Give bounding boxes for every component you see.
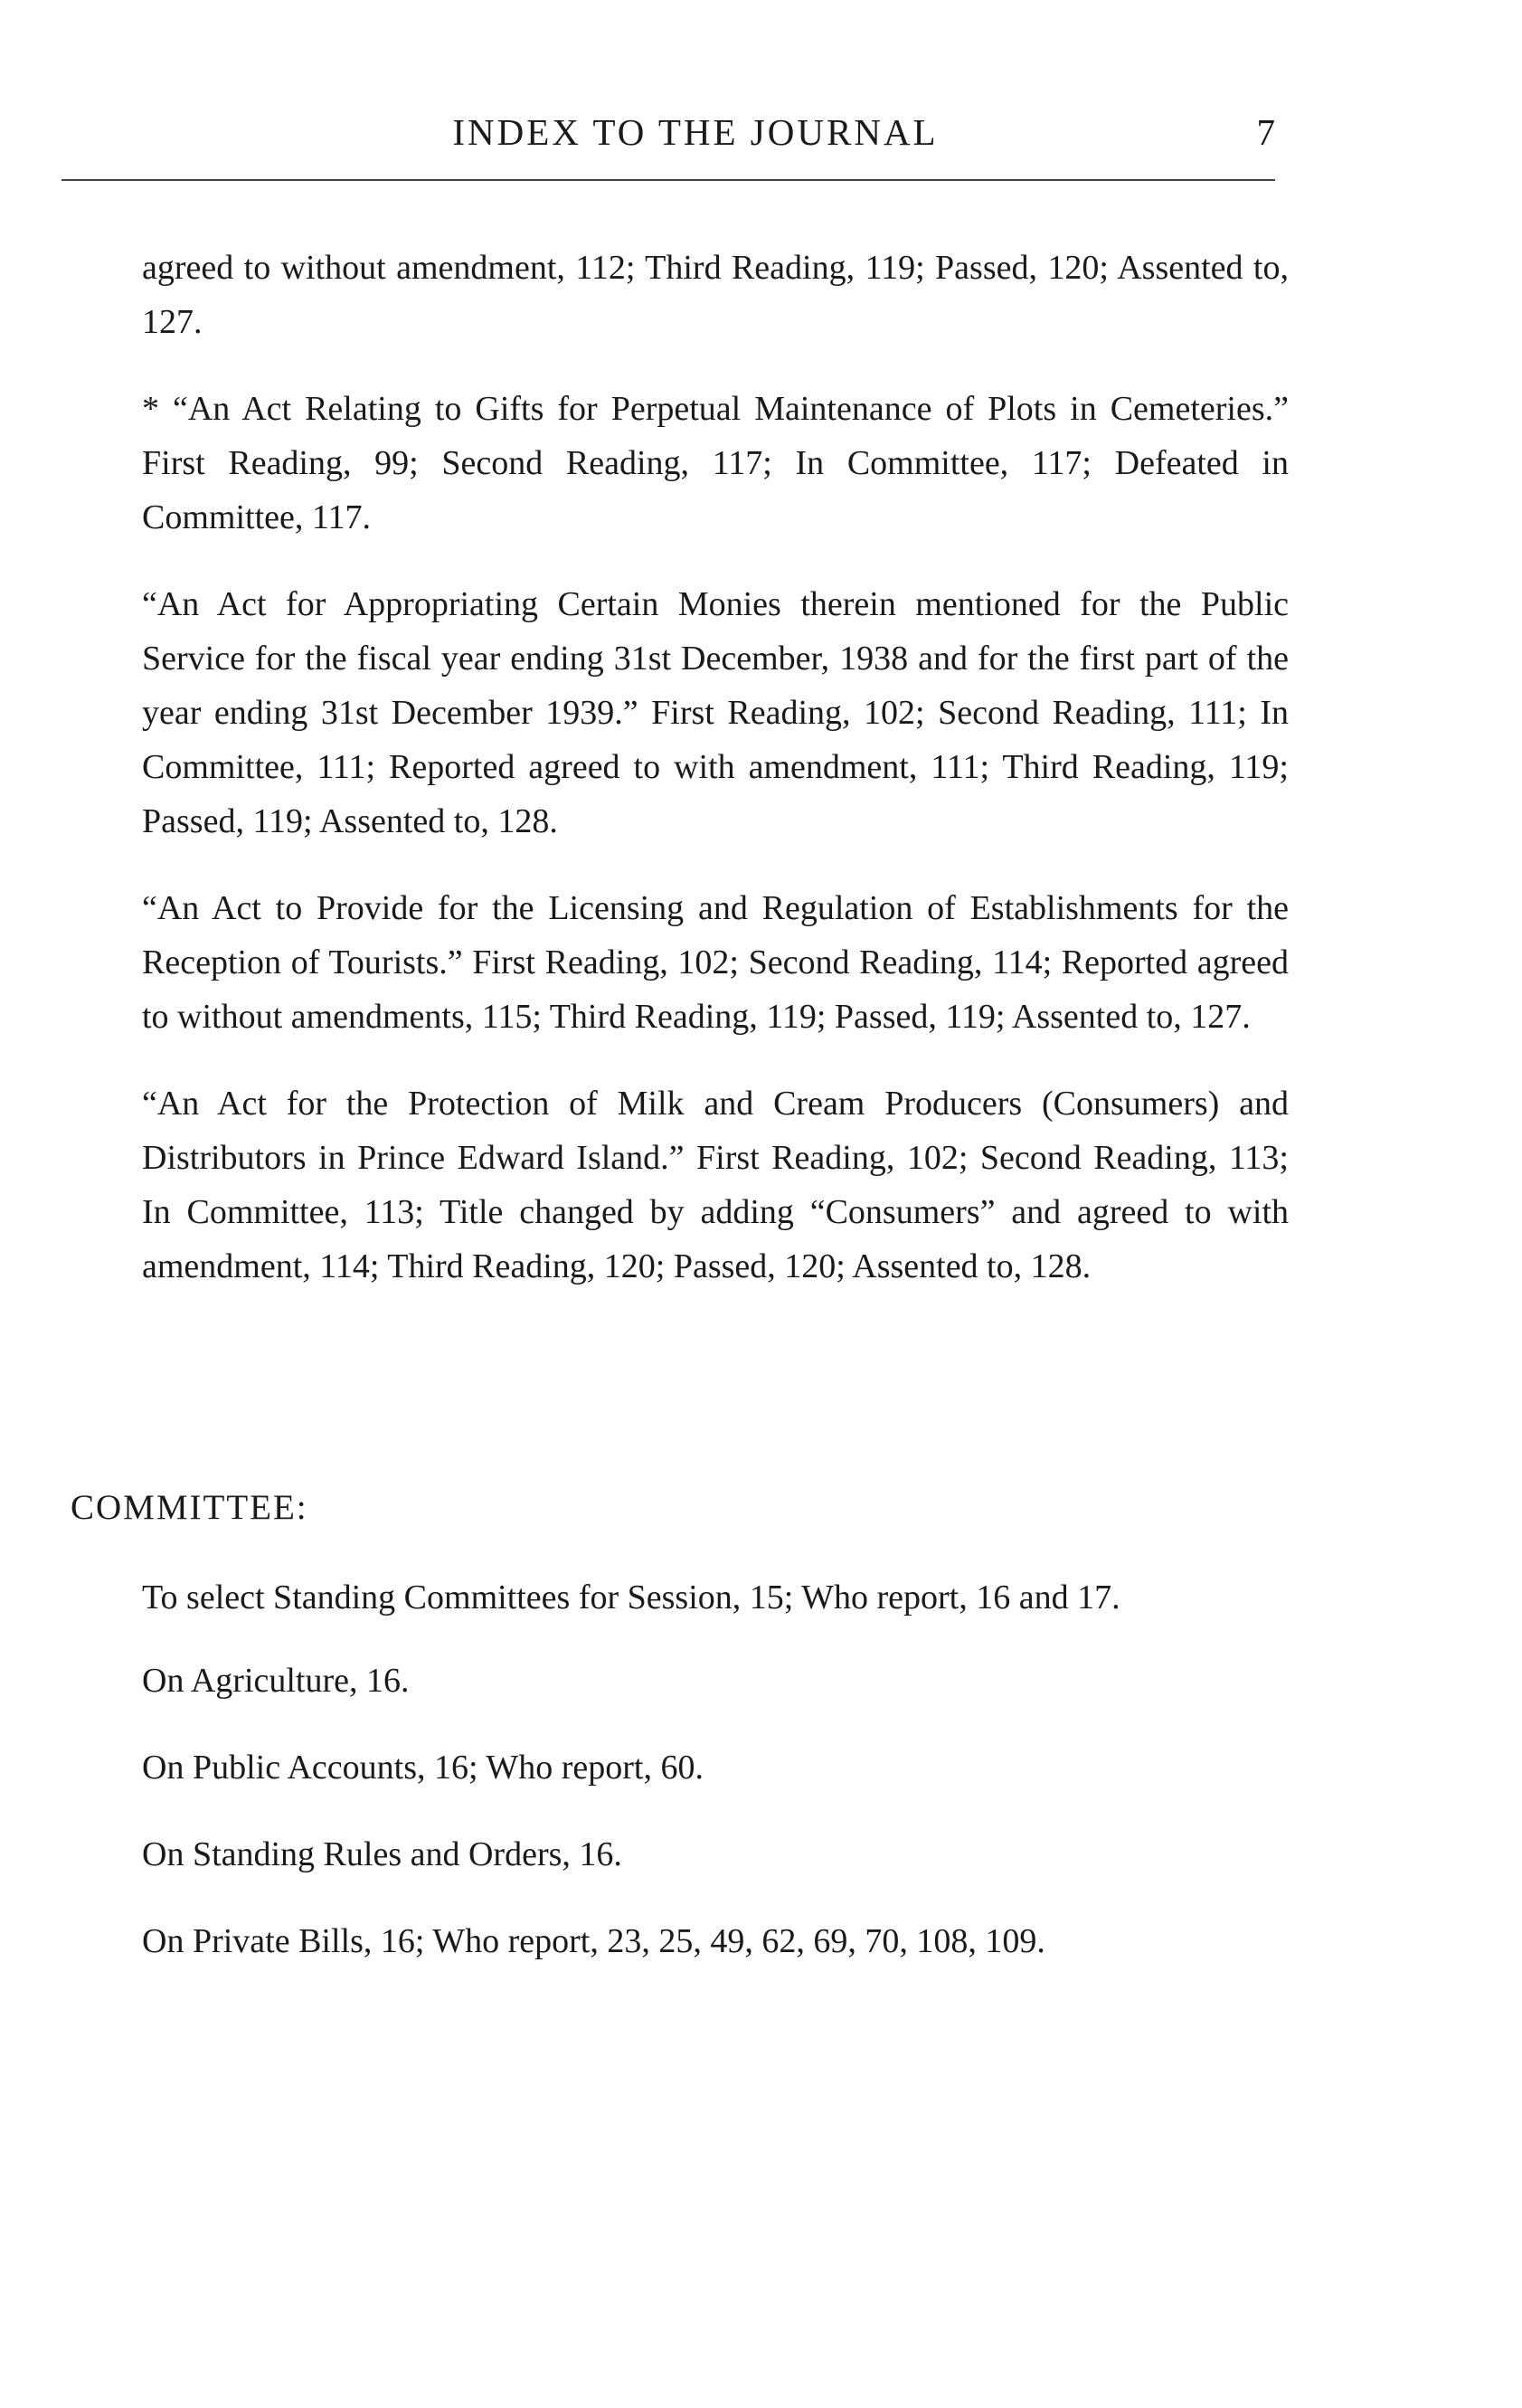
running-head (61, 110, 1275, 165)
committee-list (142, 1571, 1289, 2002)
section-heading-committee: COMMITTEE: (71, 1488, 308, 1527)
committee-item: On Public Accounts, 16; Who report, 60. (142, 1749, 704, 1787)
page-number: 7 (1256, 111, 1275, 153)
entries-block (142, 241, 1289, 1294)
index-entry: “An Act for the Protection of Milk and Cream Producers (Consumers) and Distributors in Prince Edward Island.” First Reading, 102; Second Reading, 113; In Committee, 113; Title changed by adding “Consumers” and agreed to with amendment, 114; Third Reading, 120; Passed, 120; Assented to, 128. (142, 1085, 1289, 1285)
index-entry: agreed to without amendment, 112; Third Reading, 119; Passed, 120; Assented to, 127. (142, 249, 1289, 341)
committee-item: On Private Bills, 16; Who report, 23, 25, 49, 62, 69, 70, 108, 109. (142, 1922, 1045, 1960)
committee-item: On Standing Rules and Orders, 16. (142, 1835, 622, 1873)
index-entry: * “An Act Relating to Gifts for Perpetual Maintenance of Plots in Cemeteries.” First Reading, 99; Second Reading, 117; In Committee, 117; Defeated in Committee, 117. (142, 390, 1289, 536)
running-title: INDEX TO THE JOURNAL (452, 111, 939, 153)
committee-item: To select Standing Committees for Session, 15; Who report, 16 and 17. (142, 1578, 1120, 1616)
index-entry: “An Act to Provide for the Licensing and Regulation of Establishments for the Reception of Tourists.” First Reading, 102; Second Reading, 114; Reported agreed to without amendments, 115; Third Reading, 119; Passed, 119; Assented to, 127. (142, 889, 1289, 1036)
committee-item: On Agriculture, 16. (142, 1662, 410, 1700)
header-rule (61, 179, 1275, 181)
index-entry: “An Act for Appropriating Certain Monies therein mentioned for the Public Service for the fiscal year ending 31st December, 1938 and for the first part of the year ending 31st December 1939.” First Reading, 102; Second Reading, 111; In Committee, 111; Reported agreed to with amendment, 111; Third Reading, 119; Passed, 119; Assented to, 128. (142, 585, 1289, 840)
